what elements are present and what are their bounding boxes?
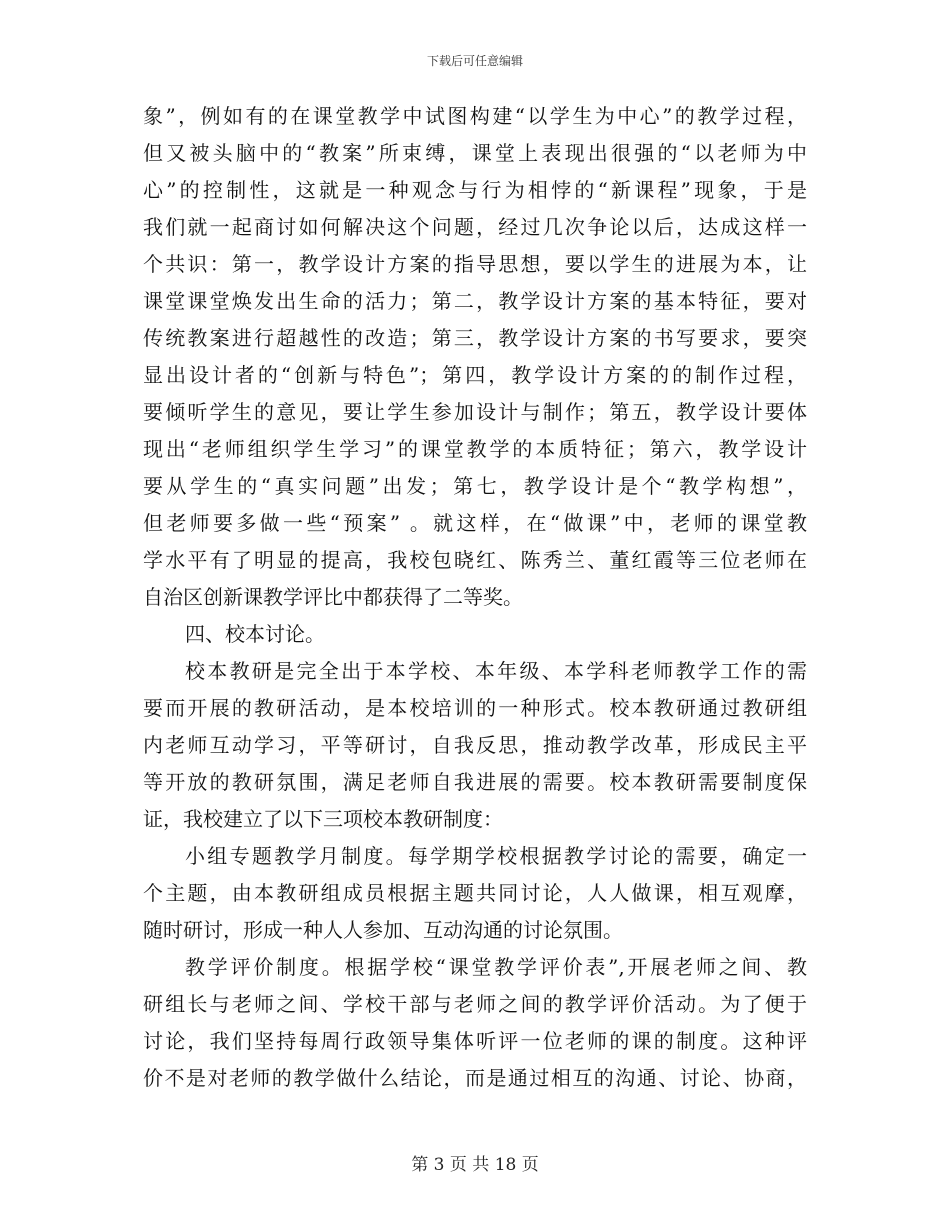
page-number-footer: 第 3 页 共 18 页 <box>411 1155 539 1175</box>
text-line: 要而开展的教研活动，是本校培训的一种形式。校本教研通过教研组 <box>143 696 807 720</box>
text-line: 显出设计者的“创新与特色”；第四，教学设计方案的的制作过程， <box>143 363 807 387</box>
document-body <box>143 98 807 1097</box>
text-line: 个主题，由本教研组成员根据主题共同讨论，人人做课，相互观摩， <box>143 881 807 905</box>
text-line: 价不是对老师的教学做什么结论，而是通过相互的沟通、讨论、协商， <box>143 1066 807 1090</box>
text-line: 要从学生的“真实问题”出发；第七，教学设计是个“教学构想”， <box>143 474 807 498</box>
text-line: 学水平有了明显的提高，我校包晓红、陈秀兰、董红霞等三位老师在 <box>143 548 807 572</box>
text-line: 证，我校建立了以下三项校本教研制度： <box>143 807 503 831</box>
page-header: 下载后可任意编辑 <box>426 54 523 68</box>
paragraph-first-line: 教学评价制度。根据学校“课堂教学评价表”,开展老师之间、教 <box>185 955 807 979</box>
text-line: 我们就一起商讨如何解决这个问题，经过几次争论以后，达成这样一 <box>143 215 807 239</box>
text-line: 讨论，我们坚持每周行政领导集体听评一位老师的课的制度。这种评 <box>143 1029 807 1053</box>
paragraph-first-line: 校本教研是完全出于本学校、本年级、本学科老师教学工作的需 <box>185 659 807 683</box>
text-line: 现出“老师组织学生学习”的课堂教学的本质特征；第六，教学设计 <box>143 437 807 461</box>
text-line: 传统教案进行超越性的改造；第三，教学设计方案的书写要求，要突 <box>143 326 807 350</box>
text-line: 但老师要多做一些“预案” 。就这样，在“做课”中，老师的课堂教 <box>143 511 807 535</box>
text-line: 内老师互动学习，平等研讨，自我反思，推动教学改革，形成民主平 <box>143 733 807 757</box>
text-line: 等开放的教研氛围，满足老师自我进展的需要。校本教研需要制度保 <box>143 770 807 794</box>
text-line: 但又被头脑中的“教案”所束缚，课堂上表现出很强的“以老师为中 <box>143 141 807 165</box>
text-line: 研组长与老师之间、学校干部与老师之间的教学评价活动。为了便于 <box>143 992 807 1016</box>
paragraph-first-line: 小组专题教学月制度。每学期学校根据教学讨论的需要，确定一 <box>185 844 807 868</box>
text-line: 象”，例如有的在课堂教学中试图构建“以学生为中心”的教学过程， <box>143 104 807 128</box>
text-line: 个共识：第一，教学设计方案的指导思想，要以学生的进展为本，让 <box>143 252 807 276</box>
text-line: 心”的控制性，这就是一种观念与行为相悖的“新课程”现象，于是 <box>143 178 807 202</box>
section-heading: 四、校本讨论。 <box>185 622 325 646</box>
text-line: 课堂课堂焕发出生命的活力；第二，教学设计方案的基本特征，要对 <box>143 289 807 313</box>
text-line: 要倾听学生的意见，要让学生参加设计与制作；第五，教学设计要体 <box>143 400 807 424</box>
text-line: 自治区创新课教学评比中都获得了二等奖。 <box>143 585 523 609</box>
text-line: 随时研讨，形成一种人人参加、互动沟通的讨论氛围。 <box>143 918 623 942</box>
